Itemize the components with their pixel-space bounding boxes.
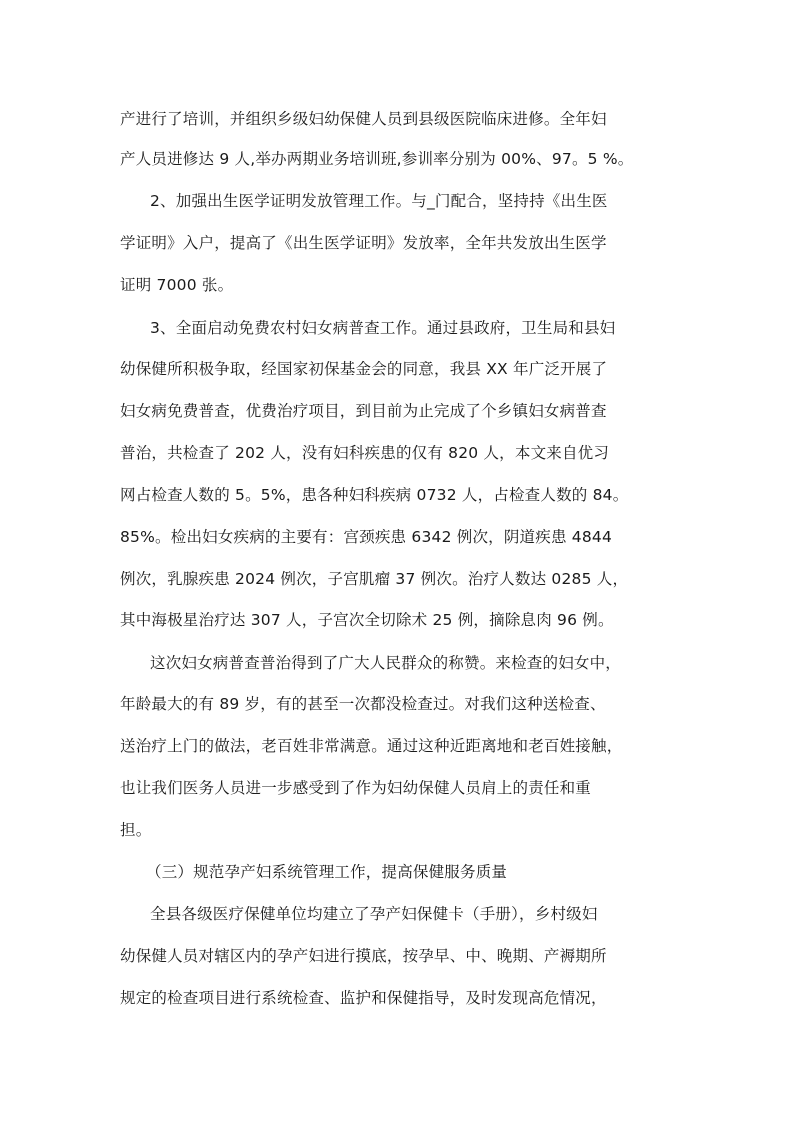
text-line: 2、加强出生医学证明发放管理工作。与_门配合，坚持持《出生医	[150, 192, 608, 210]
text-line: 妇女病免费普查，优费治疗项目，到目前为止完成了个乡镇妇女病普查	[120, 402, 607, 420]
text-line: 普治，共检查了 202 人，没有妇科疾患的仅有 820 人，本文来自优习	[120, 444, 610, 462]
text-line: 其中海极星治疗达 307 人，子宫次全切除术 25 例，摘除息肉 96 例。	[120, 611, 614, 629]
text-line: 产进行了培训，并组织乡级妇幼保健人员到县级医院临床进修。全年妇	[120, 110, 607, 128]
text-line: 例次，乳腺疾患 2024 例次，子宫肌瘤 37 例次。治疗人数达 0285 人，	[120, 570, 629, 588]
text-line: 年龄最大的有 89 岁，有的甚至一次都没检查过。对我们这种送检查、	[120, 695, 606, 713]
text-line: 担。	[120, 821, 152, 839]
text-line: 也让我们医务人员进一步感受到了作为妇幼保健人员肩上的责任和重	[120, 779, 592, 797]
text-line: 规定的检查项目进行系统检查、监护和保健指导，及时发现高危情况，	[120, 989, 607, 1007]
text-line: 证明 7000 张。	[120, 276, 234, 294]
text-line: 幼保健所积极争取，经国家初保基金会的同意，我县 XX 年广泛开展了	[120, 360, 608, 378]
text-line: 这次妇女病普查普治得到了广大人民群众的称赞。来检查的妇女中，	[150, 654, 622, 672]
text-line: 产人员进修达 9 人,举办两期业务培训班,参训率分别为 00%、97。5 %。	[120, 150, 634, 168]
text-line: 3、全面启动免费农村妇女病普查工作。通过县政府，卫生局和县妇	[150, 319, 616, 337]
text-line: 85%。检出妇女疾病的主要有：宫颈疾患 6342 例次，阴道疾患 4844	[120, 528, 613, 546]
section-heading: （三）规范孕产妇系统管理工作，提高保健服务质量	[146, 863, 508, 881]
text-line: 网占检查人数的 5。5%，患各种妇科疾病 0732 人，占检查人数的 84。	[120, 486, 629, 504]
text-line: 幼保健人员对辖区内的孕产妇进行摸底，按孕早、中、晚期、产褥期所	[120, 947, 607, 965]
text-line: 送治疗上门的做法，老百姓非常满意。通过这种近距离地和老百姓接触，	[120, 737, 623, 755]
text-line: 全县各级医疗保健单位均建立了孕产妇保健卡（手册），乡村级妇	[150, 905, 598, 923]
text-line: 学证明》入户，提高了《出生医学证明》发放率，全年共发放出生医学	[120, 234, 607, 252]
